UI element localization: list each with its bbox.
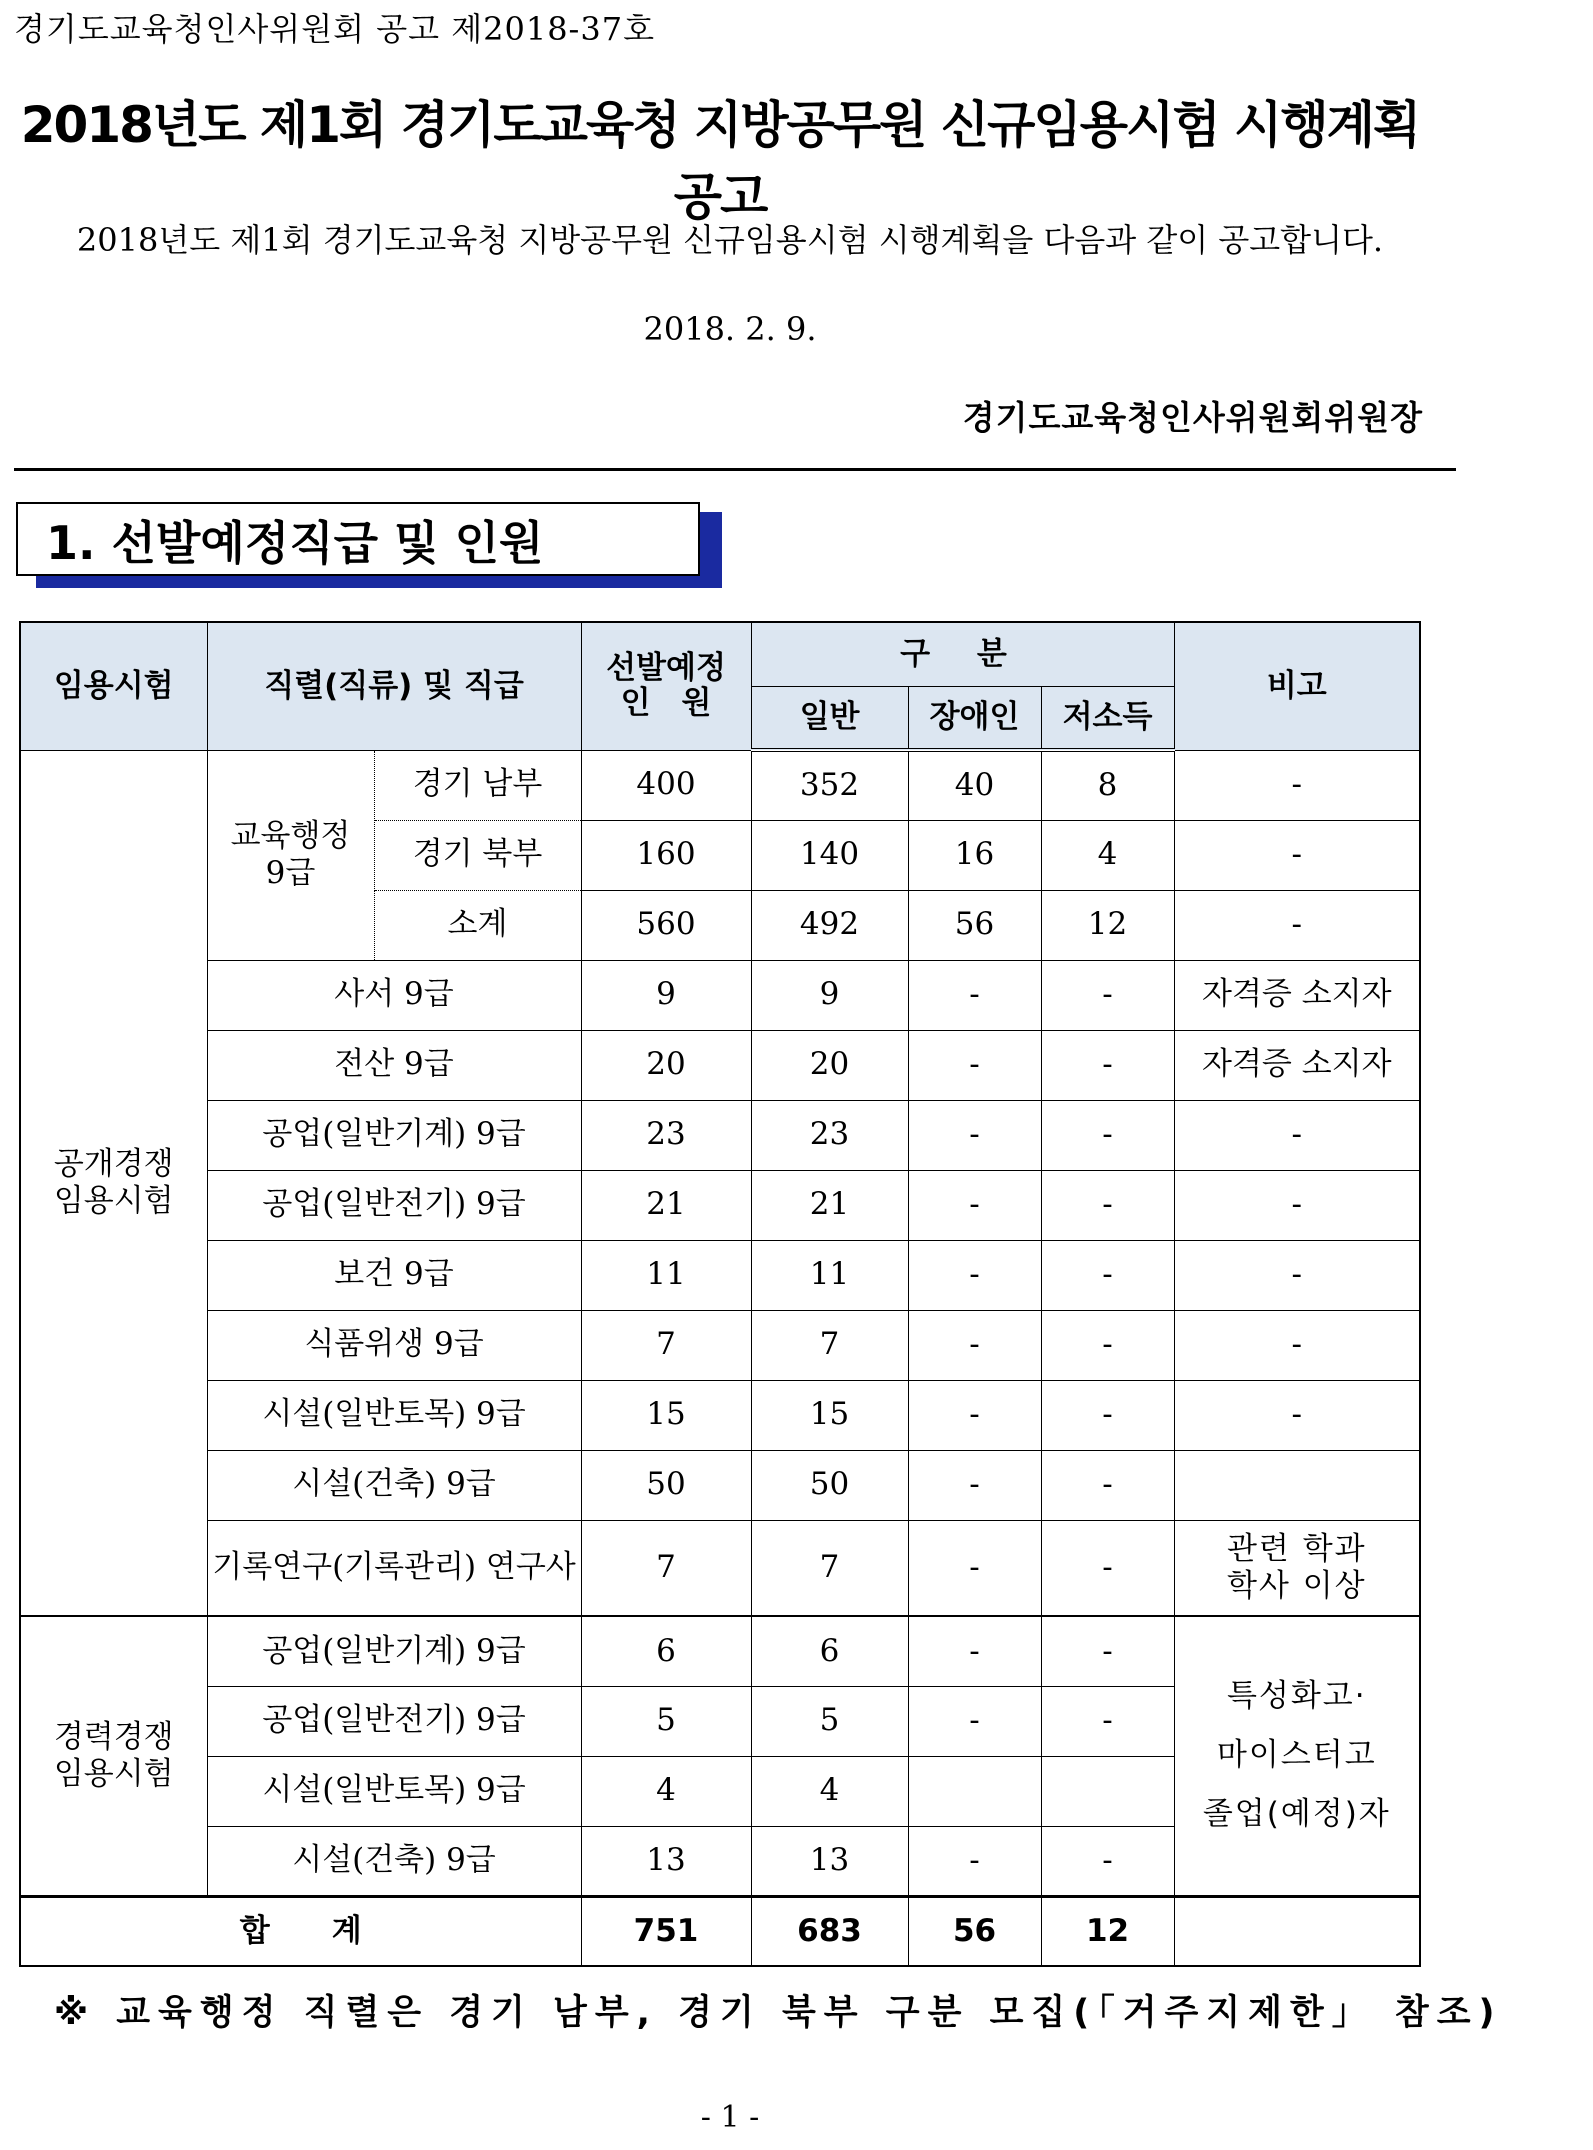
notice-date: 2018. 2. 9. [643,310,817,348]
header-exam: 임용시험 [20,622,207,750]
table-cell: - [908,1616,1041,1686]
table-cell [1041,1756,1174,1826]
table-cell: 관련 학과 학사 이상 [1174,1520,1420,1616]
table-cell: 40 [908,750,1041,820]
table-cell: 13 [751,1826,908,1896]
open-exam-label: 공개경쟁 임용시험 [20,750,207,1616]
table-cell: - [908,1520,1041,1616]
header-category: 구 분 [751,622,1174,686]
table-cell: 7 [751,1520,908,1616]
table-cell: 공업(일반기계) 9급 [207,1100,581,1170]
table-cell: - [1174,820,1420,890]
table-cell: 5 [581,1686,751,1756]
table-cell: 공업(일반전기) 9급 [207,1170,581,1240]
table-cell: 시설(일반토목) 9급 [207,1380,581,1450]
table-cell: 4 [751,1756,908,1826]
page-number: - 1 - [700,2100,760,2135]
table-cell: 492 [751,890,908,960]
table-cell: 21 [751,1170,908,1240]
table-cell: 352 [751,750,908,820]
table-cell: 160 [581,820,751,890]
table-cell: 경기 남부 [374,750,581,820]
table-cell: - [1041,1450,1174,1520]
career-exam-label: 경력경쟁 임용시험 [20,1616,207,1896]
table-cell: 11 [751,1240,908,1310]
header-planned [581,622,751,750]
table-cell: - [908,1310,1041,1380]
table-cell: - [1174,1240,1420,1310]
table-cell: 13 [581,1826,751,1896]
table-cell: 4 [581,1756,751,1826]
table-cell: 자격증 소지자 [1174,960,1420,1030]
table-cell: 50 [751,1450,908,1520]
table-cell: 6 [751,1616,908,1686]
table-cell: 23 [751,1100,908,1170]
table-cell: 공업(일반기계) 9급 [207,1616,581,1686]
table-cell: - [908,1686,1041,1756]
career-note: 특성화고· 마이스터고 졸업(예정)자 [1174,1616,1420,1896]
table-cell: 21 [581,1170,751,1240]
total-planned: 751 [581,1896,751,1966]
table-cell: - [908,1030,1041,1100]
table-cell: 보건 9급 [207,1240,581,1310]
table-cell: 15 [581,1380,751,1450]
table-cell: - [908,1170,1041,1240]
table-cell: - [908,960,1041,1030]
header-series: 직렬(직류) 및 직급 [207,622,581,750]
total-general: 683 [751,1896,908,1966]
table-cell: 12 [1041,890,1174,960]
table-cell: 56 [908,890,1041,960]
table-cell: - [908,1100,1041,1170]
table-cell: 16 [908,820,1041,890]
table-cell: 시설(건축) 9급 [207,1450,581,1520]
intro-text: 2018년도 제1회 경기도교육청 지방공무원 신규임용시험 시행계획을 다음과 같이 공고합니다. [76,221,1384,259]
table-cell: - [908,1826,1041,1896]
table-cell: 시설(건축) 9급 [207,1826,581,1896]
section-title: 1. 선발예정직급 및 인원 [46,516,544,570]
table-cell: 자격증 소지자 [1174,1030,1420,1100]
header-general: 일반 [751,686,908,750]
table-cell: 경기 북부 [374,820,581,890]
total-disabled: 56 [908,1896,1041,1966]
header-planned-line2: 인 원 [620,685,712,722]
table-cell [1174,1450,1420,1520]
table-cell: 시설(일반토목) 9급 [207,1756,581,1826]
table-cell: - [1174,1310,1420,1380]
issuer: 경기도교육청인사위원회위원장 [962,398,1423,437]
table-cell: 공업(일반전기) 9급 [207,1686,581,1756]
table-cell: - [1174,750,1420,820]
table-cell: 400 [581,750,751,820]
table-cell: 20 [751,1030,908,1100]
table-cell: - [1041,1240,1174,1310]
table-cell: 23 [581,1100,751,1170]
table-cell: - [1041,1030,1174,1100]
table-cell: - [1174,890,1420,960]
table-cell: - [1041,960,1174,1030]
table-cell: 20 [581,1030,751,1100]
table-cell: - [1041,1616,1174,1686]
table-cell: 7 [581,1310,751,1380]
table-cell: 5 [751,1686,908,1756]
table-cell: 9 [581,960,751,1030]
page-title: 2018년도 제1회 경기도교육청 지방공무원 신규임용시험 시행계획 공고 [20,96,1420,226]
footnote: ※ 교육행정 직렬은 경기 남부, 경기 북부 구분 모집(「거주지제한」 참조) [54,1993,1503,2033]
table-cell: - [1041,1520,1174,1616]
table-cell: - [1174,1170,1420,1240]
table-cell: - [908,1240,1041,1310]
table-cell: - [1041,1826,1174,1896]
table-cell: 4 [1041,820,1174,890]
table-cell: 식품위생 9급 [207,1310,581,1380]
table-cell: - [1174,1380,1420,1450]
total-note [1174,1896,1420,1966]
table-cell: 전산 9급 [207,1030,581,1100]
table-cell: 8 [1041,750,1174,820]
header-planned-line1: 선발예정 [606,649,726,686]
table-cell: 140 [751,820,908,890]
table-cell: 기록연구(기록관리) 연구사 [207,1520,581,1616]
table-cell: 560 [581,890,751,960]
table-cell: - [1041,1170,1174,1240]
table-cell: 7 [581,1520,751,1616]
table-cell [908,1756,1041,1826]
table-cell: 6 [581,1616,751,1686]
table-cell: - [908,1380,1041,1450]
header-note: 비고 [1174,622,1420,750]
total-low-income: 12 [1041,1896,1174,1966]
divider [14,468,1456,471]
table-cell: 11 [581,1240,751,1310]
table-cell: - [1041,1100,1174,1170]
table-cell: - [908,1450,1041,1520]
total-label: 합 계 [20,1896,581,1966]
edu-admin-label: 교육행정 9급 [207,750,374,960]
table-cell: - [1041,1686,1174,1756]
table-cell: 9 [751,960,908,1030]
table-cell: 7 [751,1310,908,1380]
header-low-income: 저소득 [1041,686,1174,750]
header-disabled: 장애인 [908,686,1041,750]
table-cell: - [1041,1310,1174,1380]
table-cell: 15 [751,1380,908,1450]
table-cell: - [1174,1100,1420,1170]
notice-number: 경기도교육청인사위원회 공고 제2018-37호 [14,10,655,48]
recruitment-table [19,621,1421,1967]
table-cell: 50 [581,1450,751,1520]
table-cell: 소계 [374,890,581,960]
table-cell: 사서 9급 [207,960,581,1030]
table-cell: - [1041,1380,1174,1450]
